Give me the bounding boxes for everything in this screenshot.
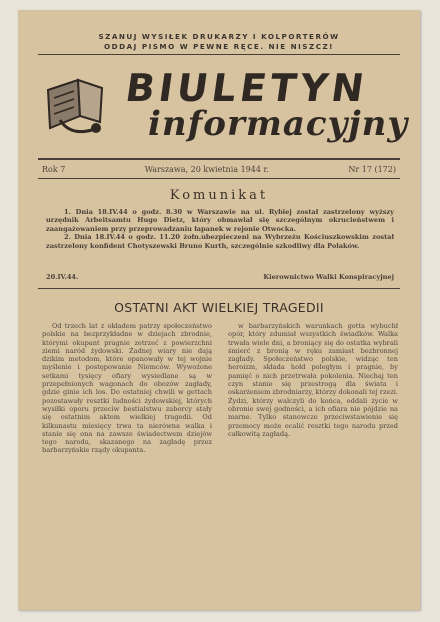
komunikat-body — [46, 208, 394, 250]
article-right-text: w barbarzyńskich warunkach getta wybuchł opór, który zdumiał wszystkich świadków. Walka trwała wiele dni, a broniący się do ostatka wybrali śmierć z bronią w ręku zamiast bezbronnej zagłady. Społeczeństwo polskie, widząc ten heroizm, składa hołd poległym i pragnie, by pamięć o nich przetrwała pokolenia. Niechaj ten czyn stanie się przestrogą dla świata i oskarżeniem zbrodniarzy, którzy dokonali tej rzezi. Żydzi, którzy walczyli do końca, oddali życie w obronie swej godności, a ich ofiara nie pójdzie na marne. Tylko stanowcze przeciwstawienie się przemocy może ocalić resztki tego narodu przed całkowitą zagładą. — [228, 322, 398, 438]
issue-year: Rok 7 — [42, 165, 66, 174]
article-column-left — [42, 322, 212, 600]
komunikat-footer — [46, 273, 394, 281]
newspaper-logo-icon — [40, 70, 110, 140]
divider — [38, 178, 400, 179]
article-left-text: Od trzech lat z okładem patrzy społeczeństwo polskie na bezprzykładne w dziejach zbrodnie, którymi okupant pragnie zetrzeć z powierzchni ziemi naród żydowski. Żadnej wiary nie dają dzikim metodom, które opanowały w tej wojnie myślenie i postępowanie Niemców. Wywożone setkami tysięcy ofiary wysiedlane są w przepełnionych wagonach do obozów zagłady, gdzie ginie ich los. Do ostatniej chwili w gettach pozostawały resztki ludności żydowskiej, których wysiłki oporu przeciw bestialstwu zaborcy stały się ostatnim aktem wielkiej tragedii. Od kilkunastu miesięcy trwa ta nierówna walka i stanie się ona na zawsze świadectwem dziejów tego narodu, skazanego na zagładę przez barbarzyńskie rządy okupanta. — [42, 322, 212, 455]
article-column-right — [228, 322, 398, 600]
masthead — [38, 64, 409, 154]
issue-info — [42, 165, 396, 174]
article-headline: OSTATNI AKT WIELKIEJ TRAGEDII — [114, 300, 324, 315]
divider — [38, 288, 400, 289]
motto-line-2: ODDAJ PISMO W PEWNE RĘCE. NIE NISZCZ! — [104, 42, 334, 51]
komunikat-signature: Kierownictwo Walki Konspiracyjnej — [263, 273, 394, 281]
issue-number: Nr 17 (172) — [348, 165, 396, 174]
komunikat-paragraph-1: 1. Dnia 18.IV.44 o godz. 8.30 w Warszawie na ul. Rybiej został zastrzelony wyższy urzędnik Arbeitsamtu Hugo Dietz, który obmawiał się szczególnym okrucieństwem i zaangażowaniem przy przeprowadzaniu łapanek w rejonie Otwocka. — [46, 208, 394, 233]
newspaper-page — [18, 10, 420, 610]
komunikat-title: Komunikat — [169, 188, 269, 203]
motto-line-1: SZANUJ WYSIŁEK DRUKARZY I KOLPORTERÓW — [98, 32, 340, 41]
divider — [38, 54, 400, 55]
komunikat-date: 20.IV.44. — [46, 273, 79, 281]
issue-place-date: Warszawa, 20 kwietnia 1944 r. — [144, 165, 269, 174]
komunikat-paragraph-2: 2. Dnia 18.IV.44 o godz. 11.20 żołn.ubezpieczeni na Wybrzeżu Kościuszkowskim został zastrzelony konfident Chotyszewski Bruno Kurth, szczególnie szkodliwy dla Polaków. — [46, 233, 394, 250]
divider — [38, 158, 400, 160]
masthead-subtitle: informacyjny — [148, 104, 409, 144]
masthead-title: BIULETYN — [122, 66, 371, 110]
